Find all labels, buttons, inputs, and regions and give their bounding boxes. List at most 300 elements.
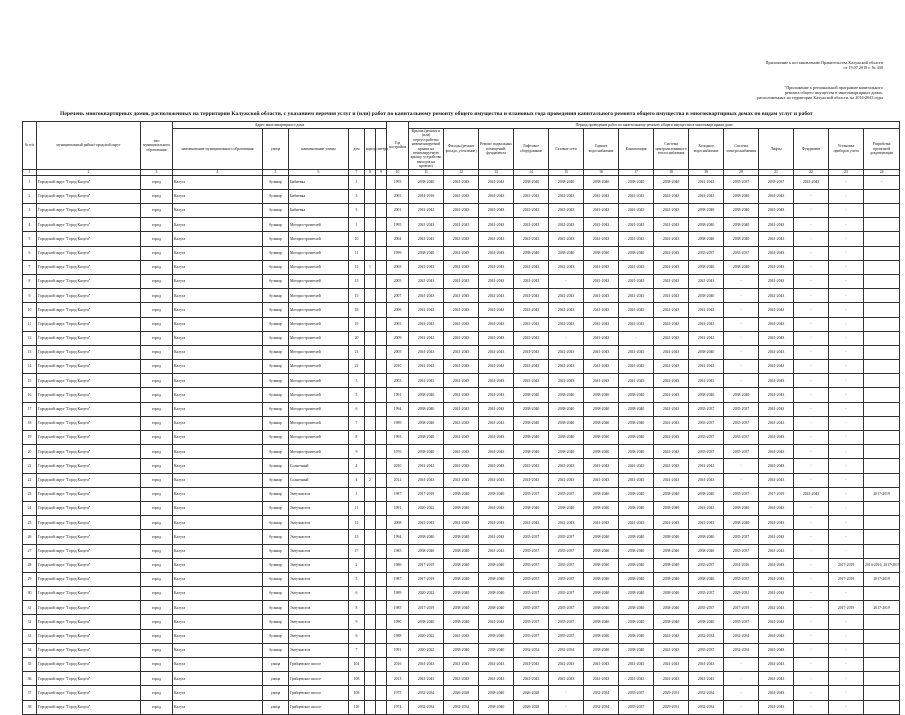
table-cell: - [724,345,759,359]
table-cell: 2041-2043 [479,516,514,530]
table-cell: 2038-2040 [409,416,444,430]
table-cell: 19 [349,317,365,331]
table-cell: 34 [23,643,37,657]
table-cell: 2038-2040 [654,587,689,601]
table-cell: 2041-2043 [689,317,724,331]
table-cell: 2038-2040 [584,587,619,601]
table-cell: 2038-2040 [619,587,654,601]
table-cell: 2038-2040 [549,445,584,459]
table-cell: 2035-2037 [549,544,584,558]
table-row [23,501,900,515]
table-cell: 2035-2037 [514,601,549,615]
table-cell: 2041-2043 [759,189,794,203]
table-cell: 2035-2037 [759,175,794,189]
table-cell: Калуга [173,204,263,218]
table-cell: 2038-2040 [514,445,549,459]
table-cell [365,487,376,501]
table-cell: 2005 [387,260,409,274]
table-cell [365,572,376,586]
table-cell: Грабцевское шоссе [289,686,349,700]
table-cell: 2041-2043 [584,274,619,288]
table-cell: 2041-2043 [409,218,444,232]
table-cell: Энтузиастов [289,487,349,501]
table-cell: 2041-2043 [759,643,794,657]
table-cell [376,416,387,430]
table-cell: 2041-2043 [619,658,654,672]
table-cell: 2041-2043 [619,360,654,374]
table-row [23,331,900,345]
table-cell [864,303,900,317]
table-cell: - [794,700,829,714]
table-cell: Моторостроителей [289,416,349,430]
table-cell: - [829,402,864,416]
table-cell: 2041-2043 [654,303,689,317]
appendix-line: Приложение к постановлению Правительства Калужской области [765,60,883,65]
table-cell: Моторостроителей [289,260,349,274]
column-index-cell: 6 [289,169,349,175]
table-cell: 2041-2043 [444,260,479,274]
table-cell: 1985 [387,544,409,558]
table-cell: Калуга [173,501,263,515]
table-cell: 2006 [387,303,409,317]
table-cell [365,700,376,714]
table-cell: 1 [349,175,365,189]
table-cell: Калуга [173,558,263,572]
table-cell: 2038-2040 [514,175,549,189]
table-cell: 28 [23,558,37,572]
column-index-cell: 21 [759,169,794,175]
table-cell: 5 [23,232,37,246]
table-cell: Городской округ "Город Калуга" [37,473,141,487]
table-cell: 2041-2043 [479,260,514,274]
table-cell: 2041-2043 [654,204,689,218]
table-cell [864,459,900,473]
table-cell: - [794,473,829,487]
table-cell [864,629,900,643]
table-cell: 2038-2040 [689,260,724,274]
col-year: Год постройки [387,122,409,170]
table-cell: - [829,303,864,317]
table-cell: 2038-2040 [584,445,619,459]
table-cell: 2017-2019 [409,572,444,586]
col-design: Разработка проектной документации [864,129,900,170]
table-cell: 2041-2043 [584,459,619,473]
table-cell: 2041-2043 [444,345,479,359]
table-cell: 2032-2034 [689,700,724,714]
table-cell: 2041-2043 [479,544,514,558]
table-cell: 2041-2043 [759,587,794,601]
table-cell [376,189,387,203]
table-cell: 2041-2043 [759,544,794,558]
table-cell: 2041-2043 [514,331,549,345]
table-cell: Калуга [173,672,263,686]
table-row [23,431,900,445]
table-cell: 35 [23,658,37,672]
table-cell: 2041-2043 [759,473,794,487]
table-cell: 2041-2043 [584,473,619,487]
table-cell: 2041-2043 [689,658,724,672]
table-cell: 2041-2043 [619,473,654,487]
col-hot-water: Горячее водоснабжение [584,129,619,170]
table-cell: 2041-2043 [514,473,549,487]
table-cell: 2041-2043 [479,246,514,260]
table-cell: 33 [23,629,37,643]
table-cell: 2038-2040 [584,601,619,615]
column-index-cell: 19 [689,169,724,175]
table-cell: Калуга [173,388,263,402]
table-cell: 2038-2040 [724,501,759,515]
table-cell: 2041-2043 [759,686,794,700]
table-cell: Энтузиастов [289,587,349,601]
table-row [23,246,900,260]
table-cell [365,189,376,203]
table-cell: 2035-2037 [549,615,584,629]
table-row [23,601,900,615]
table-cell: 2041-2043 [654,232,689,246]
table-cell: 2041-2043 [514,658,549,672]
table-cell: 2041-2043 [514,672,549,686]
table-cell: Городской округ "Город Калуга" [37,487,141,501]
table-cell: Грабцевское шоссе [289,672,349,686]
table-cell: 2032-2034 [444,700,479,714]
table-cell: Городской округ "Город Калуга" [37,643,141,657]
table-cell: 2041-2043 [444,204,479,218]
table-cell: 4 [349,459,365,473]
table-cell: улица [263,672,289,686]
table-cell: 2035-2037 [549,629,584,643]
table-cell: 2041-2043 [689,331,724,345]
table-cell: 2041-2043 [479,218,514,232]
table-cell: Калуга [173,686,263,700]
column-index-cell: 9 [376,169,387,175]
table-cell: 2038-2040 [444,487,479,501]
table-cell: город [141,558,173,572]
table-cell [365,643,376,657]
table-cell: 2038-2040 [584,501,619,515]
table-cell [376,402,387,416]
table-cell: - [829,445,864,459]
table-cell [376,501,387,515]
table-row [23,232,900,246]
table-row [23,615,900,629]
table-cell: 2041-2043 [514,360,549,374]
table-cell [365,445,376,459]
table-cell: 2041-2043 [654,416,689,430]
table-cell: 2041-2043 [444,473,479,487]
table-cell: Городской округ "Город Калуга" [37,289,141,303]
table-cell: 18 [23,416,37,430]
table-cell: - [829,189,864,203]
table-cell: 2041-2043 [759,601,794,615]
table-row [23,416,900,430]
table-cell: 2041-2043 [619,345,654,359]
table-cell: 2038-2040 [444,530,479,544]
table-cell: - [794,530,829,544]
table-cell: 2041-2043 [409,516,444,530]
table-cell: 31 [23,601,37,615]
table-cell: 2041-2043 [759,204,794,218]
table-cell: 2041-2043 [584,204,619,218]
table-cell: Моторостроителей [289,274,349,288]
table-cell: Городской округ "Город Калуга" [37,360,141,374]
table-cell [365,459,376,473]
table-cell [864,416,900,430]
table-cell: 2035-2037 [514,544,549,558]
table-cell: 1 [349,218,365,232]
table-cell: - [829,204,864,218]
table-cell: 2014-2016 [409,189,444,203]
table-cell: город [141,232,173,246]
table-cell: - [619,331,654,345]
table-cell: 2041-2043 [514,274,549,288]
table-cell: 2038-2040 [479,487,514,501]
table-cell: 2038-2040 [584,572,619,586]
table-cell [376,388,387,402]
table-cell: 1976 [387,445,409,459]
table-cell: 2029-2031 [654,686,689,700]
table-cell: 15 [23,374,37,388]
table-cell: 2041-2043 [444,218,479,232]
table-cell: - [829,501,864,515]
table-row [23,686,900,700]
table-cell: Городской округ "Город Калуга" [37,459,141,473]
table-cell: 23 [23,487,37,501]
col-heat: Система централизованного теплоснабжения [654,129,689,170]
table-cell: город [141,544,173,558]
table-cell: 2041-2043 [479,189,514,203]
table-cell: 2038-2040 [689,232,724,246]
table-cell: 2038-2040 [689,218,724,232]
table-cell: 2041-2043 [759,431,794,445]
table-cell: город [141,686,173,700]
col-stroenie: литера [376,129,387,170]
table-cell: 2038-2040 [724,388,759,402]
table-cell: 2041-2043 [409,204,444,218]
col-lifts: Лифты [759,129,794,170]
col-fund: Фундамент [794,129,829,170]
table-cell: 10 [23,303,37,317]
table-cell: 2041-2043 [759,516,794,530]
table-cell: 2038-2040 [409,544,444,558]
table-cell: - [794,402,829,416]
table-cell: 2029-2031 [654,700,689,714]
table-cell: - [794,260,829,274]
table-row [23,317,900,331]
table-cell: бульвар [263,317,289,331]
table-cell: город [141,289,173,303]
table-cell [376,303,387,317]
table-cell: - [794,615,829,629]
table-cell [365,331,376,345]
table-cell: 2041-2043 [759,232,794,246]
table-cell: Моторостроителей [289,402,349,416]
table-cell: 2038-2040 [619,487,654,501]
table-cell: 2038-2040 [479,643,514,657]
table-cell: Калуга [173,416,263,430]
table-cell: Калуга [173,274,263,288]
table-cell: 2035-2037 [724,572,759,586]
table-cell: 2035-2037 [689,402,724,416]
table-cell: 2041-2043 [514,189,549,203]
column-index-cell: 5 [263,169,289,175]
table-row [23,402,900,416]
table-cell: Калуга [173,303,263,317]
table-cell: 1985 [387,601,409,615]
table-cell: 2 [365,473,376,487]
table-cell: 2005 [387,345,409,359]
table-cell: - [829,416,864,430]
table-cell: 2041-2043 [514,289,549,303]
table-cell: город [141,672,173,686]
table-cell: Энтузиастов [289,572,349,586]
table-cell: 2038-2040 [584,487,619,501]
table-cell [864,260,900,274]
table-cell: бульвар [263,501,289,515]
table-cell: - [794,360,829,374]
table-cell: 2038-2040 [619,558,654,572]
table-cell: 2041-2043 [584,289,619,303]
table-cell: 2041-2043 [759,360,794,374]
table-cell: 2035-2037 [724,615,759,629]
table-cell: 2038-2040 [444,643,479,657]
table-cell: 2041-2043 [549,658,584,672]
col-facade: Фасады (ремонт фасада, утепление) [444,129,479,170]
table-cell: 2041-2043 [759,629,794,643]
table-cell: 2041-2043 [759,303,794,317]
table-cell [376,558,387,572]
table-cell: 2041-2043 [479,416,514,430]
table-cell: Калуга [173,516,263,530]
table-cell: бульвар [263,218,289,232]
table-cell [376,345,387,359]
table-cell: 2041-2043 [409,303,444,317]
table-cell: 2041-2043 [444,274,479,288]
column-index-cell: 13 [479,169,514,175]
table-cell [376,487,387,501]
column-index-cell: 2 [37,169,141,175]
table-cell [864,218,900,232]
table-cell: 2012 [387,473,409,487]
table-cell: 2041-2043 [654,331,689,345]
table-cell: 2035-2037 [724,246,759,260]
table-cell: Моторостроителей [289,317,349,331]
table-cell: 13 [349,530,365,544]
col-municipal: муниципальный район/городской округ [37,122,141,170]
table-cell: Калуга [173,530,263,544]
table-cell: 2041-2043 [444,459,479,473]
table-cell: 24 [23,501,37,515]
table-cell: 2038-2040 [479,572,514,586]
table-cell: - [794,189,829,203]
table-cell: Калуга [173,260,263,274]
table-cell: - [794,516,829,530]
table-cell: 2038-2040 [549,246,584,260]
table-cell: Энтузиастов [289,516,349,530]
table-cell: 2041-2043 [444,175,479,189]
table-cell: 2041-2043 [444,516,479,530]
table-cell [376,317,387,331]
table-cell: город [141,303,173,317]
table-cell: 2041-2043 [759,260,794,274]
table-cell: бульвар [263,431,289,445]
table-cell: 2038-2040 [584,388,619,402]
table-cell: 2038-2040 [514,402,549,416]
column-index-cell: 20 [724,169,759,175]
table-cell [864,501,900,515]
table-cell: Городской округ "Город Калуга" [37,246,141,260]
table-cell: 2038-2040 [444,601,479,615]
table-cell: 2038-2040 [444,587,479,601]
table-cell: Калуга [173,431,263,445]
table-cell: 2038-2040 [549,402,584,416]
table-cell: - [794,672,829,686]
table-cell: 2038-2040 [409,615,444,629]
table-cell: 2038-2040 [479,686,514,700]
table-cell: Городской округ "Город Калуга" [37,388,141,402]
table-cell: - [794,459,829,473]
table-cell: 2041-2043 [549,374,584,388]
table-cell: 2041-2043 [759,246,794,260]
table-cell: город [141,501,173,515]
table-cell: бульвар [263,175,289,189]
table-cell: 2038-2040 [584,431,619,445]
table-cell: 2041-2043 [479,317,514,331]
table-row [23,672,900,686]
table-cell: 3 [349,374,365,388]
column-index-cell: 17 [619,169,654,175]
table-cell: 2041-2043 [479,232,514,246]
table-cell: Городской округ "Город Калуга" [37,431,141,445]
table-cell: 2041-2043 [759,374,794,388]
table-cell: 2038-2040 [584,530,619,544]
table-cell: 2038-2040 [584,402,619,416]
table-cell: - [829,388,864,402]
table-cell: город [141,700,173,714]
table-cell [864,274,900,288]
table-cell: - [829,530,864,544]
table-cell [376,274,387,288]
table-cell: - [794,686,829,700]
table-cell: 7 [349,643,365,657]
table-cell: 1989 [387,587,409,601]
column-index-cell: 12 [444,169,479,175]
table-cell: - [829,289,864,303]
table-cell: 2038-2040 [689,289,724,303]
table-cell: 2041-2043 [549,303,584,317]
col-meters: Установка приборов учета [829,129,864,170]
table-row [23,204,900,218]
table-row [23,643,900,657]
table-cell: 2041-2043 [654,218,689,232]
table-cell [864,204,900,218]
col-street-name: наименование улицы [289,129,349,170]
table-cell: 2017-2019 [409,487,444,501]
table-cell [864,360,900,374]
table-cell: 2038-2040 [724,516,759,530]
table-cell: 2038-2040 [619,175,654,189]
col-gas: Газовые сети [549,129,584,170]
table-cell: бульвар [263,402,289,416]
table-cell: 2038-2040 [549,175,584,189]
table-cell: - [724,317,759,331]
table-cell: бульвар [263,572,289,586]
table-cell: - [794,374,829,388]
table-cell: город [141,516,173,530]
table-cell: - [794,587,829,601]
table-cell: Калуга [173,445,263,459]
table-cell [376,204,387,218]
table-cell: 2003 [387,374,409,388]
